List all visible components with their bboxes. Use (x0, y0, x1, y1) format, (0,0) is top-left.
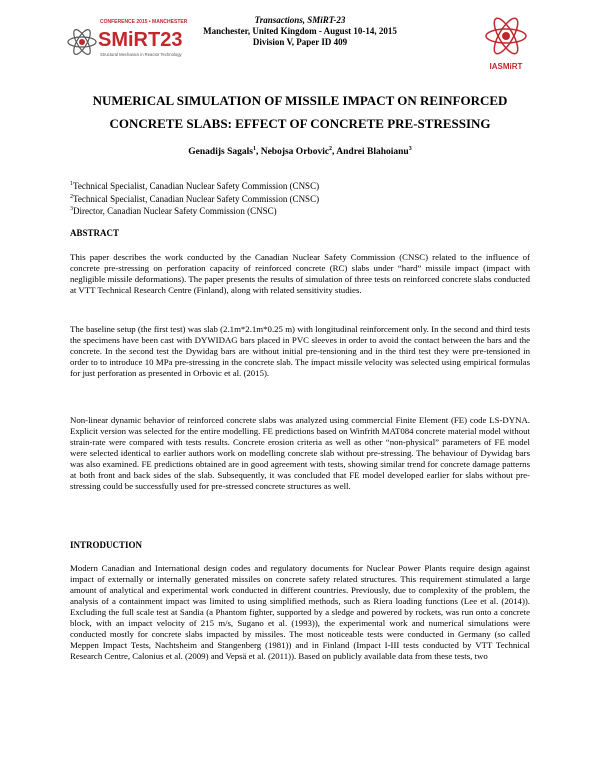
paper-title (60, 89, 540, 135)
author-sup: 3 (408, 146, 412, 152)
affiliation-sup: 2 (70, 193, 73, 200)
logo-conference-text: CONFERENCE 2015 • MANCHESTER (100, 19, 188, 25)
affiliation-text: Director, Canadian Nuclear Safety Commission (CNSC) (73, 206, 277, 217)
title-line: NUMERICAL SIMULATION OF MISSILE IMPACT ON REINFORCED (92, 93, 508, 108)
abstract-paragraph-2: The baseline setup (the first test) was slab (2.1m*2.1m*0.25 m) with longitudinal reinforcement only. In the second and third tests the specimens have been cast with DYWIDAG bars placed in PVC sleeves in order to avoid the contact between the bars and the concrete. In the second test the Dywidag bars are without initial pre-tensioning and in the third test they were pre-tensioned in order to to introduce 10 MPa pre-stressing in the concrete slab. The impact missile velocity was selected using empirical formulas for just perforation as presented in Orbovic et al. (2015). (70, 324, 530, 378)
introduction-heading: INTRODUCTION (70, 540, 143, 550)
author-name: Andrei Blahoianu (336, 147, 409, 158)
affiliation-sup: 1 (70, 181, 73, 187)
affiliation-text: Technical Specialist, Canadian Nuclear Safety Commission (CNSC) (73, 193, 320, 204)
paper-division: Division V, Paper ID 409 (252, 37, 348, 47)
author-name: Genadijs Sagals (188, 147, 253, 158)
conference-location: Manchester, United Kingdom - August 10-14, 2015 (203, 26, 397, 36)
logo-name-text: SMiRT23 (98, 29, 183, 51)
author-sup: 1 (252, 146, 256, 152)
iasmirt-atom-icon (486, 15, 526, 57)
iasmirt-name: IASMiRT (489, 62, 523, 71)
title-line: CONCRETE SLABS: EFFECT OF CONCRETE PRE-STRESSING (109, 116, 491, 131)
abstract-paragraph-1: This paper describes the work conducted by the Canadian Nuclear Safety Commission (CNSC) related to the influence of concrete pre-stressing on perforation capacity of reinforced concrete (RC) slabs under “hard” missile impact (impact with negligible missile deformations). The paper presents the results of simulation of three tests on reinforced concrete slabs conducted at VTT Technical Research Centre (Finland), along with related sensitivity studies. (70, 252, 530, 295)
atom-icon (68, 27, 96, 56)
affiliation-item (70, 204, 530, 217)
abstract-paragraph-3: Non-linear dynamic behavior of reinforced concrete slabs was analyzed using commercial Finite Element (FE) code LS-DYNA. Explicit version was selected for the entire modelling. FE predictions based on Winfrith MAT084 concrete material model without strain-rate were compared with tests results. Concrete erosion criteria as well as other “non-physical” parameters of FE model were selected identical to earlier authors work on modelling concrete slab without pre-stressing. The behaviour of Dywidag bars was also examined. FE predictions obtained are in good agreement with tests, showing similar trend for concrete damage patterns at both front and back sides of the slab. Subsequently, it was concluded that FE model developed earlier for slabs without pre-stressing could be successfully used for pre-stressed concrete structures as well. (70, 415, 530, 491)
affiliation-sup: 3 (70, 206, 73, 213)
logo-subtitle-text: Structural Mechanics in Reactor Technology (100, 52, 182, 57)
affiliation-text: Technical Specialist, Canadian Nuclear Safety Commission (CNSC) (73, 181, 320, 191)
author-sep: , (332, 147, 337, 158)
smirt23-logo (66, 12, 188, 74)
introduction-paragraph-1: Modern Canadian and International design codes and regulatory documents for Nuclear Power Plants require design against impact of externally or internally generated missiles on concrete safety related structures. This requirement stimulated a large amount of analytical and experimental work conducted in different countries. Previously, due to complexity of the problem, the analysis of a containment impact was limited to using simplified methods, such as Riera loading functions (Lee et al. (2014)). Excluding the full scale test at Sandia (a Phantom fighter, supported by a sledge and powered by rockets, was run onto a concrete block, with an impact velocity of 215 m/s, Sugano et al. (1993)), the experimental work and numerical simulations were conducted mostly for concrete slabs impacted by missiles. The most noticeable tests were conducted in Germany (so called Meppen Impact Tests, Nachtsheim and Stangenberg (1981)) and in Finland (Impact I-III tests conducted by VTT Technical Research Centre, Calonius et al. (2009) and Vepsä et al. (2011)). Based on publicly available data from these tests, two (70, 563, 530, 661)
affiliation-list (70, 179, 530, 217)
conference-header (160, 15, 440, 48)
abstract-heading: ABSTRACT (70, 228, 120, 238)
author-sep: , (255, 147, 261, 158)
author-list (60, 146, 540, 157)
journal-name: Transactions, SMiRT-23 (254, 15, 346, 25)
author-name: Nebojsa Orbovic (260, 147, 330, 158)
affiliation-item (70, 179, 530, 192)
author-sup: 2 (329, 146, 333, 152)
affiliation-item (70, 192, 530, 205)
iasmirt-logo (476, 14, 536, 72)
